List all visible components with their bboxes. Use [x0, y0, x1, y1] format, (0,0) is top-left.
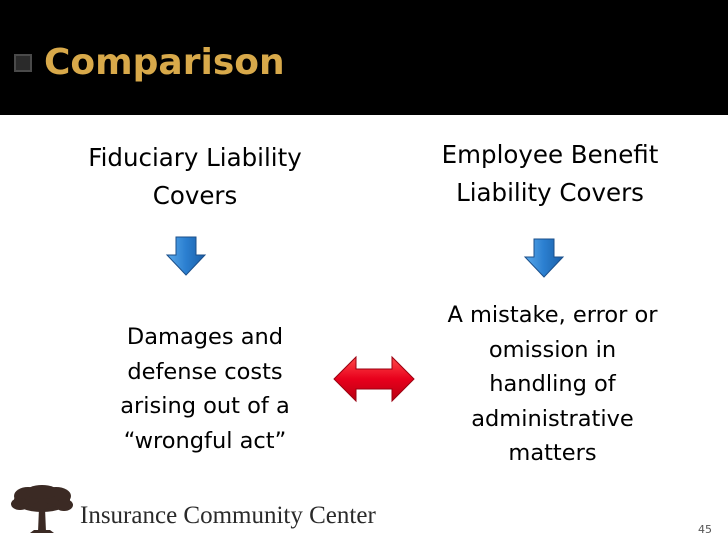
left-heading-line: Covers	[152, 181, 238, 210]
title-band	[0, 0, 728, 115]
right-description-line: omission in	[488, 336, 617, 363]
tree-icon	[10, 484, 74, 534]
left-column-description	[95, 320, 315, 458]
logo-text: Insurance Community Center	[80, 502, 376, 529]
arrow-down-icon	[165, 235, 207, 277]
title-bullet	[14, 54, 32, 72]
right-column-description	[410, 298, 695, 471]
left-column-heading	[60, 139, 330, 215]
double-arrow-icon	[332, 354, 416, 404]
left-description-line: arising out of a	[120, 393, 290, 419]
right-heading-line: Liability Covers	[456, 178, 644, 207]
right-description-line: administrative	[471, 405, 634, 432]
left-description-line: “wrongful act”	[123, 427, 287, 454]
right-description-line: matters	[508, 440, 597, 466]
right-description-line: A mistake, error or	[447, 302, 658, 328]
left-description-line: Damages and	[126, 324, 284, 350]
slide-title: Comparison	[44, 42, 285, 83]
arrow-down-icon	[523, 237, 565, 279]
left-heading-line: Fiduciary Liability	[88, 143, 302, 172]
right-column-heading	[410, 136, 690, 212]
page-number: 45	[698, 523, 712, 536]
right-description-line: handling of	[489, 371, 616, 397]
left-description-line: defense costs	[127, 358, 283, 385]
right-heading-line: Employee Benefit	[441, 140, 659, 169]
